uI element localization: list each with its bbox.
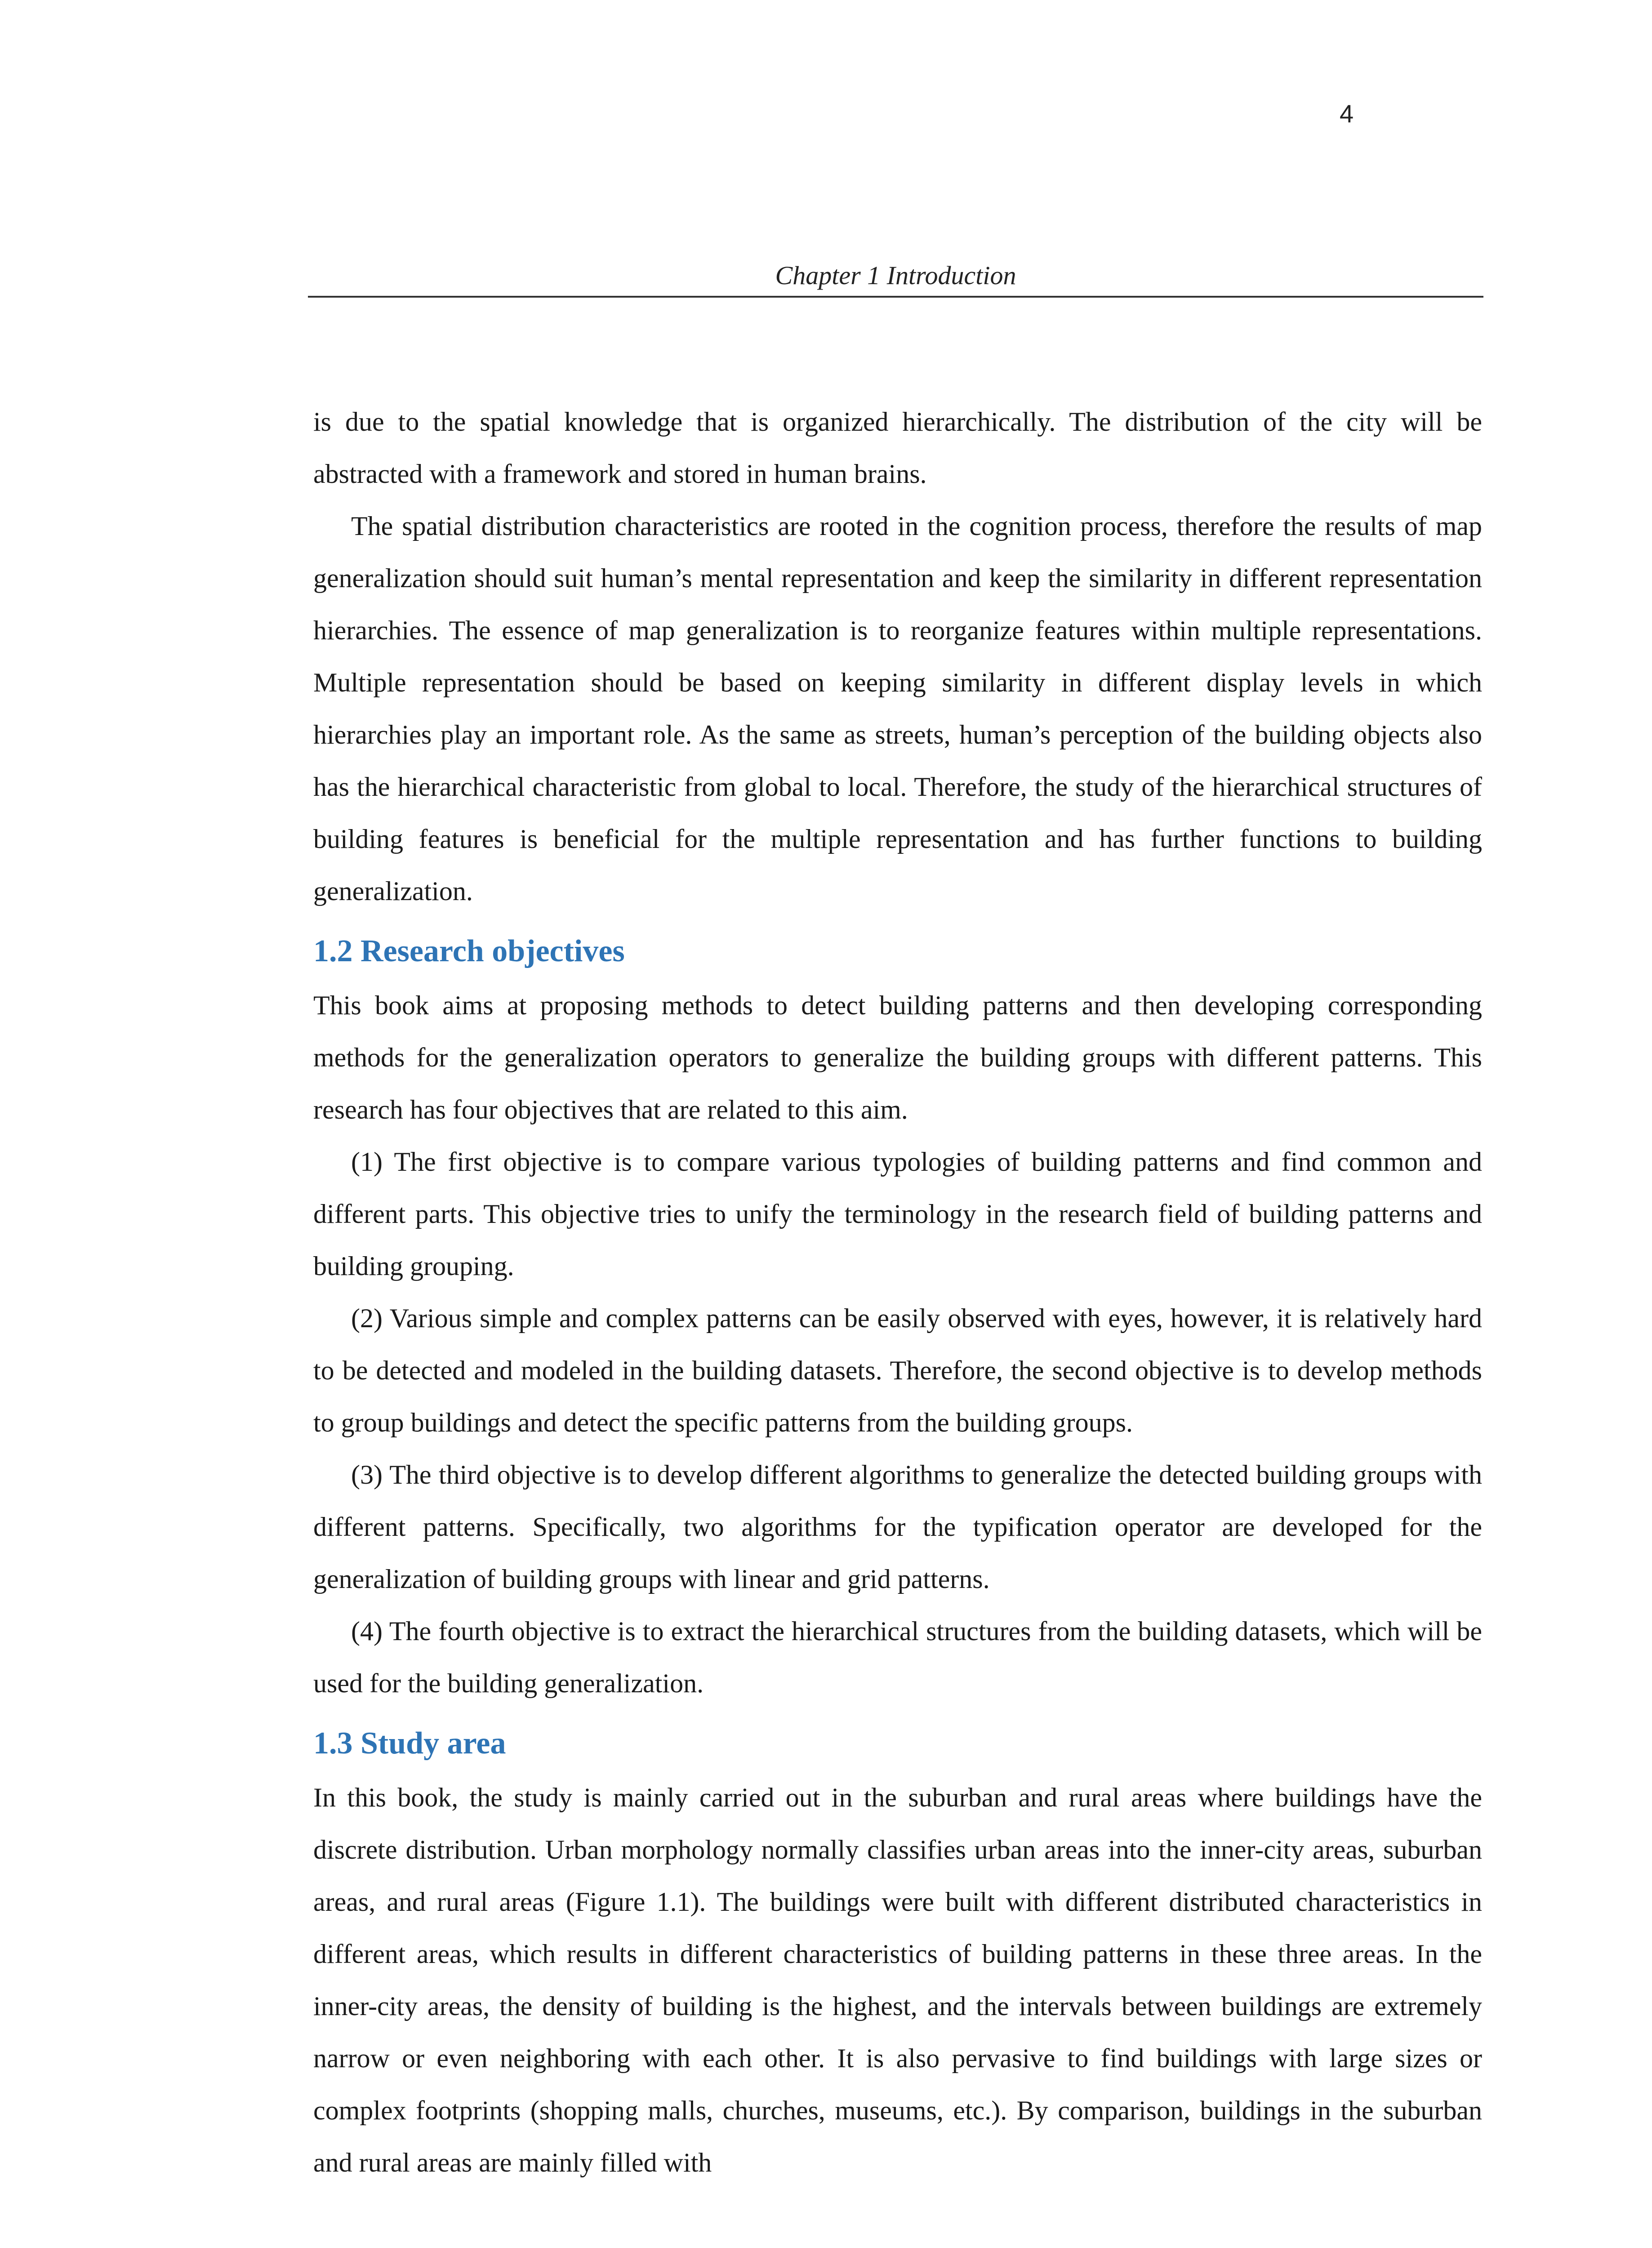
paragraph-continuation: is due to the spatial knowledge that is organized hierarchically. The distribution of the city will be abstracted with a framework and stored in human brains. bbox=[313, 407, 1482, 489]
paragraph-aims: This book aims at proposing methods to detect building patterns and then developing corresponding methods for the generalization operators to generalize the building groups with different patterns. This research has four objectives that are related to this aim. bbox=[313, 990, 1482, 1124]
running-head: Chapter 1 Introduction bbox=[775, 261, 1016, 290]
header-rule bbox=[308, 296, 1483, 298]
section-heading-study-area: 1.3 Study area bbox=[313, 1726, 506, 1761]
paragraph-objective-3: (3) The third objective is to develop different algorithms to generalize the detected building groups with different patterns. Specifically, two algorithms for the typification operator are developed for the generalization of building groups with linear and grid patterns. bbox=[313, 1460, 1482, 1594]
paragraph-spatial-distribution: The spatial distribution characteristics are rooted in the cognition process, therefore the results of map generalization should suit human’s mental representation and keep the similarity in different representation hierarchies. The essence of map generalization is to reorganize features within multiple representations. Multiple representation should be based on keeping similarity in different display levels in which hierarchies play an important role. As the same as streets, human’s perception of the building objects also has the hierarchical characteristic from global to local. Therefore, the study of the hierarchical structures of building features is beneficial for the multiple representation and has further functions to building generalization. bbox=[313, 511, 1482, 906]
paragraph-objective-1: (1) The first objective is to compare various typologies of building patterns and find common and different parts. This objective tries to unify the terminology in the research field of building patterns and building grouping. bbox=[313, 1147, 1482, 1281]
paragraph-objective-4: (4) The fourth objective is to extract the hierarchical structures from the building datasets, which will be used for the building generalization. bbox=[313, 1616, 1482, 1698]
paragraph-objective-2: (2) Various simple and complex patterns can be easily observed with eyes, however, it is relatively hard to be detected and modeled in the building datasets. Therefore, the second objective is to develop methods to group buildings and detect the specific patterns from the building groups. bbox=[313, 1303, 1482, 1437]
page-number: 4 bbox=[1340, 99, 1354, 128]
section-heading-research-objectives: 1.2 Research objectives bbox=[313, 934, 625, 968]
page-body bbox=[313, 396, 1482, 2189]
paragraph-study-area: In this book, the study is mainly carried out in the suburban and rural areas where buildings have the discrete distribution. Urban morphology normally classifies urban areas into the inner-city areas, suburban areas, and rural areas (Figure 1.1). The buildings were built with different distributed characteristics in different areas, which results in different characteristics of building patterns in these three areas. In the inner-city areas, the density of building is the highest, and the intervals between buildings are extremely narrow or even neighboring with each other. It is also pervasive to find buildings with large sizes or complex footprints (shopping malls, churches, museums, etc.). By comparison, buildings in the suburban and rural areas are mainly filled with bbox=[313, 1783, 1482, 2177]
